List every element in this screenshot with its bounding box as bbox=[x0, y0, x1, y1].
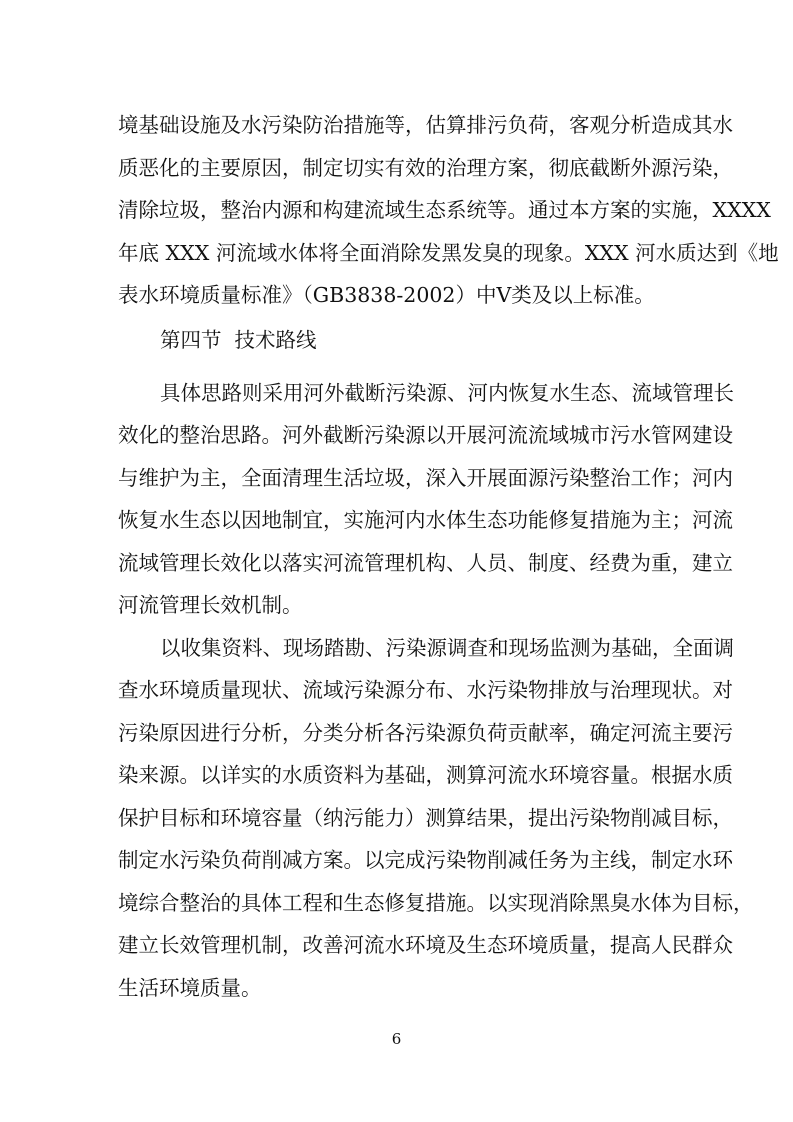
section-heading: 第四节 技术路线 bbox=[160, 327, 317, 352]
text-line: 清除垃圾，整治内源和构建流域生态系统等。通过本方案的实施，XXXX bbox=[118, 198, 771, 222]
text-line: 污染原因进行分析，分类分析各污染源负荷贡献率，确定河流主要污 bbox=[118, 720, 733, 745]
text-line: 流域管理长效化以落实河流管理机构、人员、制度、经费为重，建立 bbox=[118, 550, 733, 575]
text-line: 查水环境质量现状、流域污染源分布、水污染物排放与治理现状。对 bbox=[118, 678, 733, 702]
text-line: 建立长效管理机制，改善河流水环境及生态环境质量，提高人民群众 bbox=[118, 933, 733, 957]
paragraph-3 bbox=[118, 627, 754, 1010]
text-line: 恢复水生态以因地制宜，实施河内水体生态功能修复措施为主；河流 bbox=[118, 508, 733, 532]
paragraph-2 bbox=[118, 372, 734, 627]
text-line: 质恶化的主要原因，制定切实有效的治理方案，彻底截断外源污染， bbox=[118, 155, 733, 180]
text-line: 生活环境质量。 bbox=[118, 975, 262, 1000]
paragraph-1 bbox=[118, 104, 779, 317]
text-line: 保护目标和环境容量（纳污能力）测算结果，提出污染物削减目标， bbox=[118, 805, 733, 830]
text-line: 境基础设施及水污染防治措施等，估算排污负荷，客观分析造成其水 bbox=[118, 113, 733, 137]
page-number: 6 bbox=[391, 1030, 402, 1048]
text-line: 制定水污染负荷削减方案。以完成污染物削减任务为主线，制定水环 bbox=[118, 848, 733, 872]
text-line: 境综合整治的具体工程和生态修复措施。以实现消除黑臭水体为目标， bbox=[118, 890, 754, 915]
text-line: 与维护为主，全面清理生活垃圾，深入开展面源污染整治工作；河内 bbox=[118, 465, 733, 490]
text-line: 年底 XXX 河流域水体将全面消除发黑发臭的现象。XXX 河水质达到《地 bbox=[118, 240, 779, 265]
text-line: 染来源。以详实的水质资料为基础，测算河流水环境容量。根据水质 bbox=[118, 763, 733, 787]
text-line: 河流管理长效机制。 bbox=[118, 593, 303, 617]
text-line: 以收集资料、现场踏勘、污染源调查和现场监测为基础，全面调 bbox=[160, 635, 734, 660]
text-line: 表水环境质量标准》（GB3838-2002）中Ⅴ类及以上标准。 bbox=[118, 283, 655, 307]
document-page bbox=[118, 104, 779, 1009]
text-line: 效化的整治思路。河外截断污染源以开展河流流域城市污水管网建设 bbox=[118, 423, 733, 447]
text-line: 具体思路则采用河外截断污染源、河内恢复水生态、流域管理长 bbox=[160, 380, 734, 405]
